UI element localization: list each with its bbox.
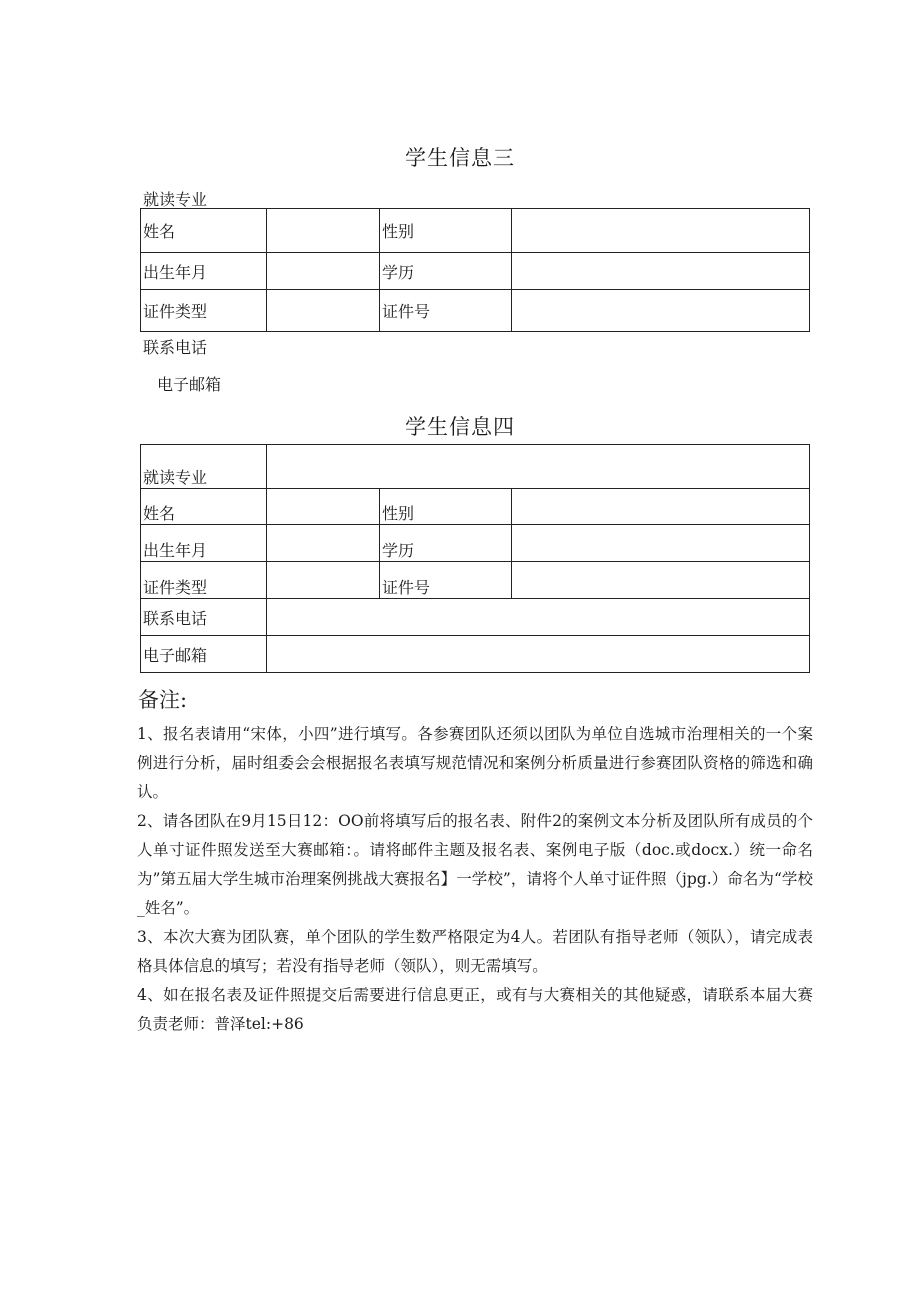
- student3-gender-label: 性别: [380, 209, 512, 253]
- student3-birth-input[interactable]: [267, 253, 380, 290]
- student4-birth-label: 出生年月: [141, 525, 267, 562]
- student4-major-label: 就读专业: [141, 445, 267, 489]
- student4-id-type-input[interactable]: [267, 562, 380, 599]
- student3-id-number-input[interactable]: [512, 290, 810, 332]
- student3-email-label: 电子邮箱: [157, 375, 222, 394]
- student4-row-name: [141, 489, 810, 525]
- student4-row-major: [141, 445, 810, 489]
- student4-email-input[interactable]: [267, 636, 810, 673]
- student4-major-input[interactable]: [267, 445, 810, 489]
- student3-id-type-label: 证件类型: [141, 290, 267, 332]
- remark-item-4: 4、如在报名表及证件照提交后需要进行信息更正，或有与大赛相关的其他疑惑，请联系本届大赛负责老师：普泽tel:+86: [137, 986, 813, 1033]
- student4-table: [140, 444, 810, 673]
- student3-phone-label: 联系电话: [143, 338, 208, 357]
- student4-id-type-label: 证件类型: [141, 562, 267, 599]
- student4-row-birth: [141, 525, 810, 562]
- student4-education-input[interactable]: [512, 525, 810, 562]
- student4-phone-input[interactable]: [267, 599, 810, 636]
- student3-education-label: 学历: [380, 253, 512, 290]
- student3-id-type-input[interactable]: [267, 290, 380, 332]
- student4-id-number-input[interactable]: [512, 562, 810, 599]
- remark-item-3: 3、本次大赛为团队赛，单个团队的学生数严格限定为4人。若团队有指导老师（领队），请完成表格具体信息的填写；若没有指导老师（领队），则无需填写。: [137, 928, 813, 975]
- student4-name-label: 姓名: [141, 489, 267, 525]
- student3-education-input[interactable]: [512, 253, 810, 290]
- student3-row-id: [141, 290, 810, 332]
- student4-name-input[interactable]: [267, 489, 380, 525]
- student4-id-number-label: 证件号: [380, 562, 512, 599]
- student4-title: 学生信息四: [405, 415, 515, 439]
- student4-education-label: 学历: [380, 525, 512, 562]
- remark-item-1: 1、报名表请用“宋体，小四”进行填写。各参赛团队还须以团队为单位自选城市治理相关的一个案例进行分析，届时组委会会根据报名表填写规范情况和案例分析质量进行参赛团队资格的筛选和确认。: [137, 725, 813, 801]
- student4-birth-input[interactable]: [267, 525, 380, 562]
- student4-row-phone: [141, 599, 810, 636]
- student3-name-label: 姓名: [141, 209, 267, 253]
- student4-gender-input[interactable]: [512, 489, 810, 525]
- student3-birth-label: 出生年月: [141, 253, 267, 290]
- student3-name-input[interactable]: [267, 209, 380, 253]
- student4-gender-label: 性别: [380, 489, 512, 525]
- student3-row-name: [141, 209, 810, 253]
- student3-gender-input[interactable]: [512, 209, 810, 253]
- remarks-list: [137, 720, 813, 1039]
- remark-item-2: 2、请各团队在9月15日12：OO前将填写后的报名表、附件2的案例文本分析及团队所有成员的个人单寸证件照发送至大赛邮箱：。请将邮件主题及报名表、案例电子版（doc.或docx.）统一命名为”第五届大学生城市治理案例挑战大赛报名】一学校”，请将个人单寸证件照（jpg.）命名为“学校_姓名”。: [137, 812, 813, 917]
- student3-row-birth: [141, 253, 810, 290]
- student4-phone-label: 联系电话: [141, 599, 267, 636]
- student3-title: 学生信息三: [405, 146, 515, 170]
- student3-table: [140, 208, 810, 332]
- student4-email-label: 电子邮箱: [141, 636, 267, 673]
- student3-major-label: 就读专业: [143, 190, 208, 209]
- student4-row-id: [141, 562, 810, 599]
- remarks-heading: 备注:: [138, 688, 188, 712]
- student3-id-number-label: 证件号: [380, 290, 512, 332]
- student4-row-email: [141, 636, 810, 673]
